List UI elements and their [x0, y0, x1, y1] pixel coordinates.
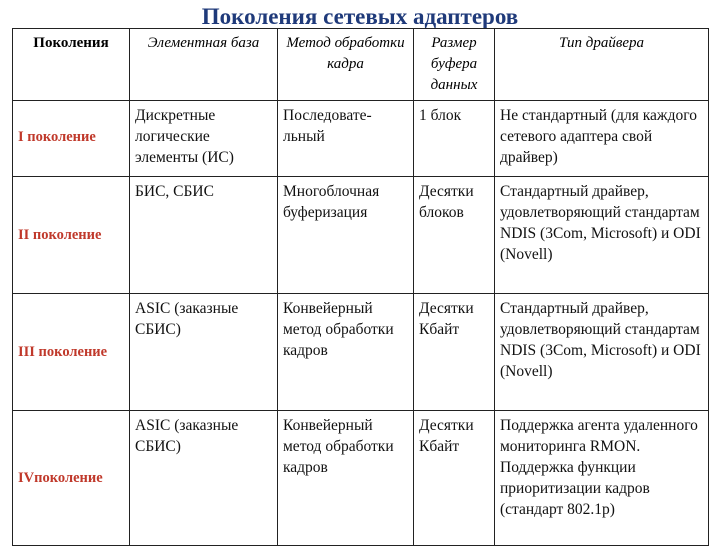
element-base-cell: Дискретные логические элементы (ИС)	[130, 101, 278, 177]
generation-cell: I поколение	[13, 101, 130, 177]
page-title: Поколения сетевых адаптеров	[201, 4, 519, 29]
buffer-cell: Десятки блоков	[414, 177, 495, 294]
element-base-cell: ASIC (заказные СБИС)	[130, 294, 278, 411]
table-row	[13, 177, 709, 294]
header-driver: Тип драйвера	[495, 29, 709, 101]
buffer-cell: Десятки Кбайт	[414, 294, 495, 411]
driver-cell: Не стандартный (для каждого сетевого адаптера свой драйвер)	[495, 101, 709, 177]
element-base-cell: БИС, СБИС	[130, 177, 278, 294]
method-cell: Конвейерный метод обработки кадров	[278, 411, 414, 546]
buffer-cell: Десятки Кбайт	[414, 411, 495, 546]
driver-cell: Стандартный драйвер, удовлетворяющий стандартам NDIS (3Com, Microsoft) и ODI (Novell)	[495, 294, 709, 411]
table-row	[13, 411, 709, 546]
method-cell: Последовате-льный	[278, 101, 414, 177]
buffer-cell: 1 блок	[414, 101, 495, 177]
method-cell: Конвейерный метод обработки кадров	[278, 294, 414, 411]
driver-cell: Поддержка агента удаленного мониторинга RMON. Поддержка функции приоритизации кадров (стандарт 802.1p)	[495, 411, 709, 546]
header-row	[13, 29, 709, 101]
header-method: Метод обработки кадра	[278, 29, 414, 101]
table-row	[13, 294, 709, 411]
element-base-cell: ASIC (заказные СБИС)	[130, 411, 278, 546]
header-generations: Поколения	[13, 29, 130, 101]
generation-cell: II поколение	[13, 177, 130, 294]
driver-cell: Стандартный драйвер, удовлетворяющий стандартам NDIS (3Com, Microsoft) и ODI (Novell)	[495, 177, 709, 294]
adapter-generations-table	[12, 28, 709, 546]
table-row	[13, 101, 709, 177]
header-element-base: Элементная база	[130, 29, 278, 101]
header-buffer: Размер буфера данных	[414, 29, 495, 101]
generation-cell: III поколение	[13, 294, 130, 411]
generation-cell: IVпоколение	[13, 411, 130, 546]
method-cell: Многоблочная буферизация	[278, 177, 414, 294]
